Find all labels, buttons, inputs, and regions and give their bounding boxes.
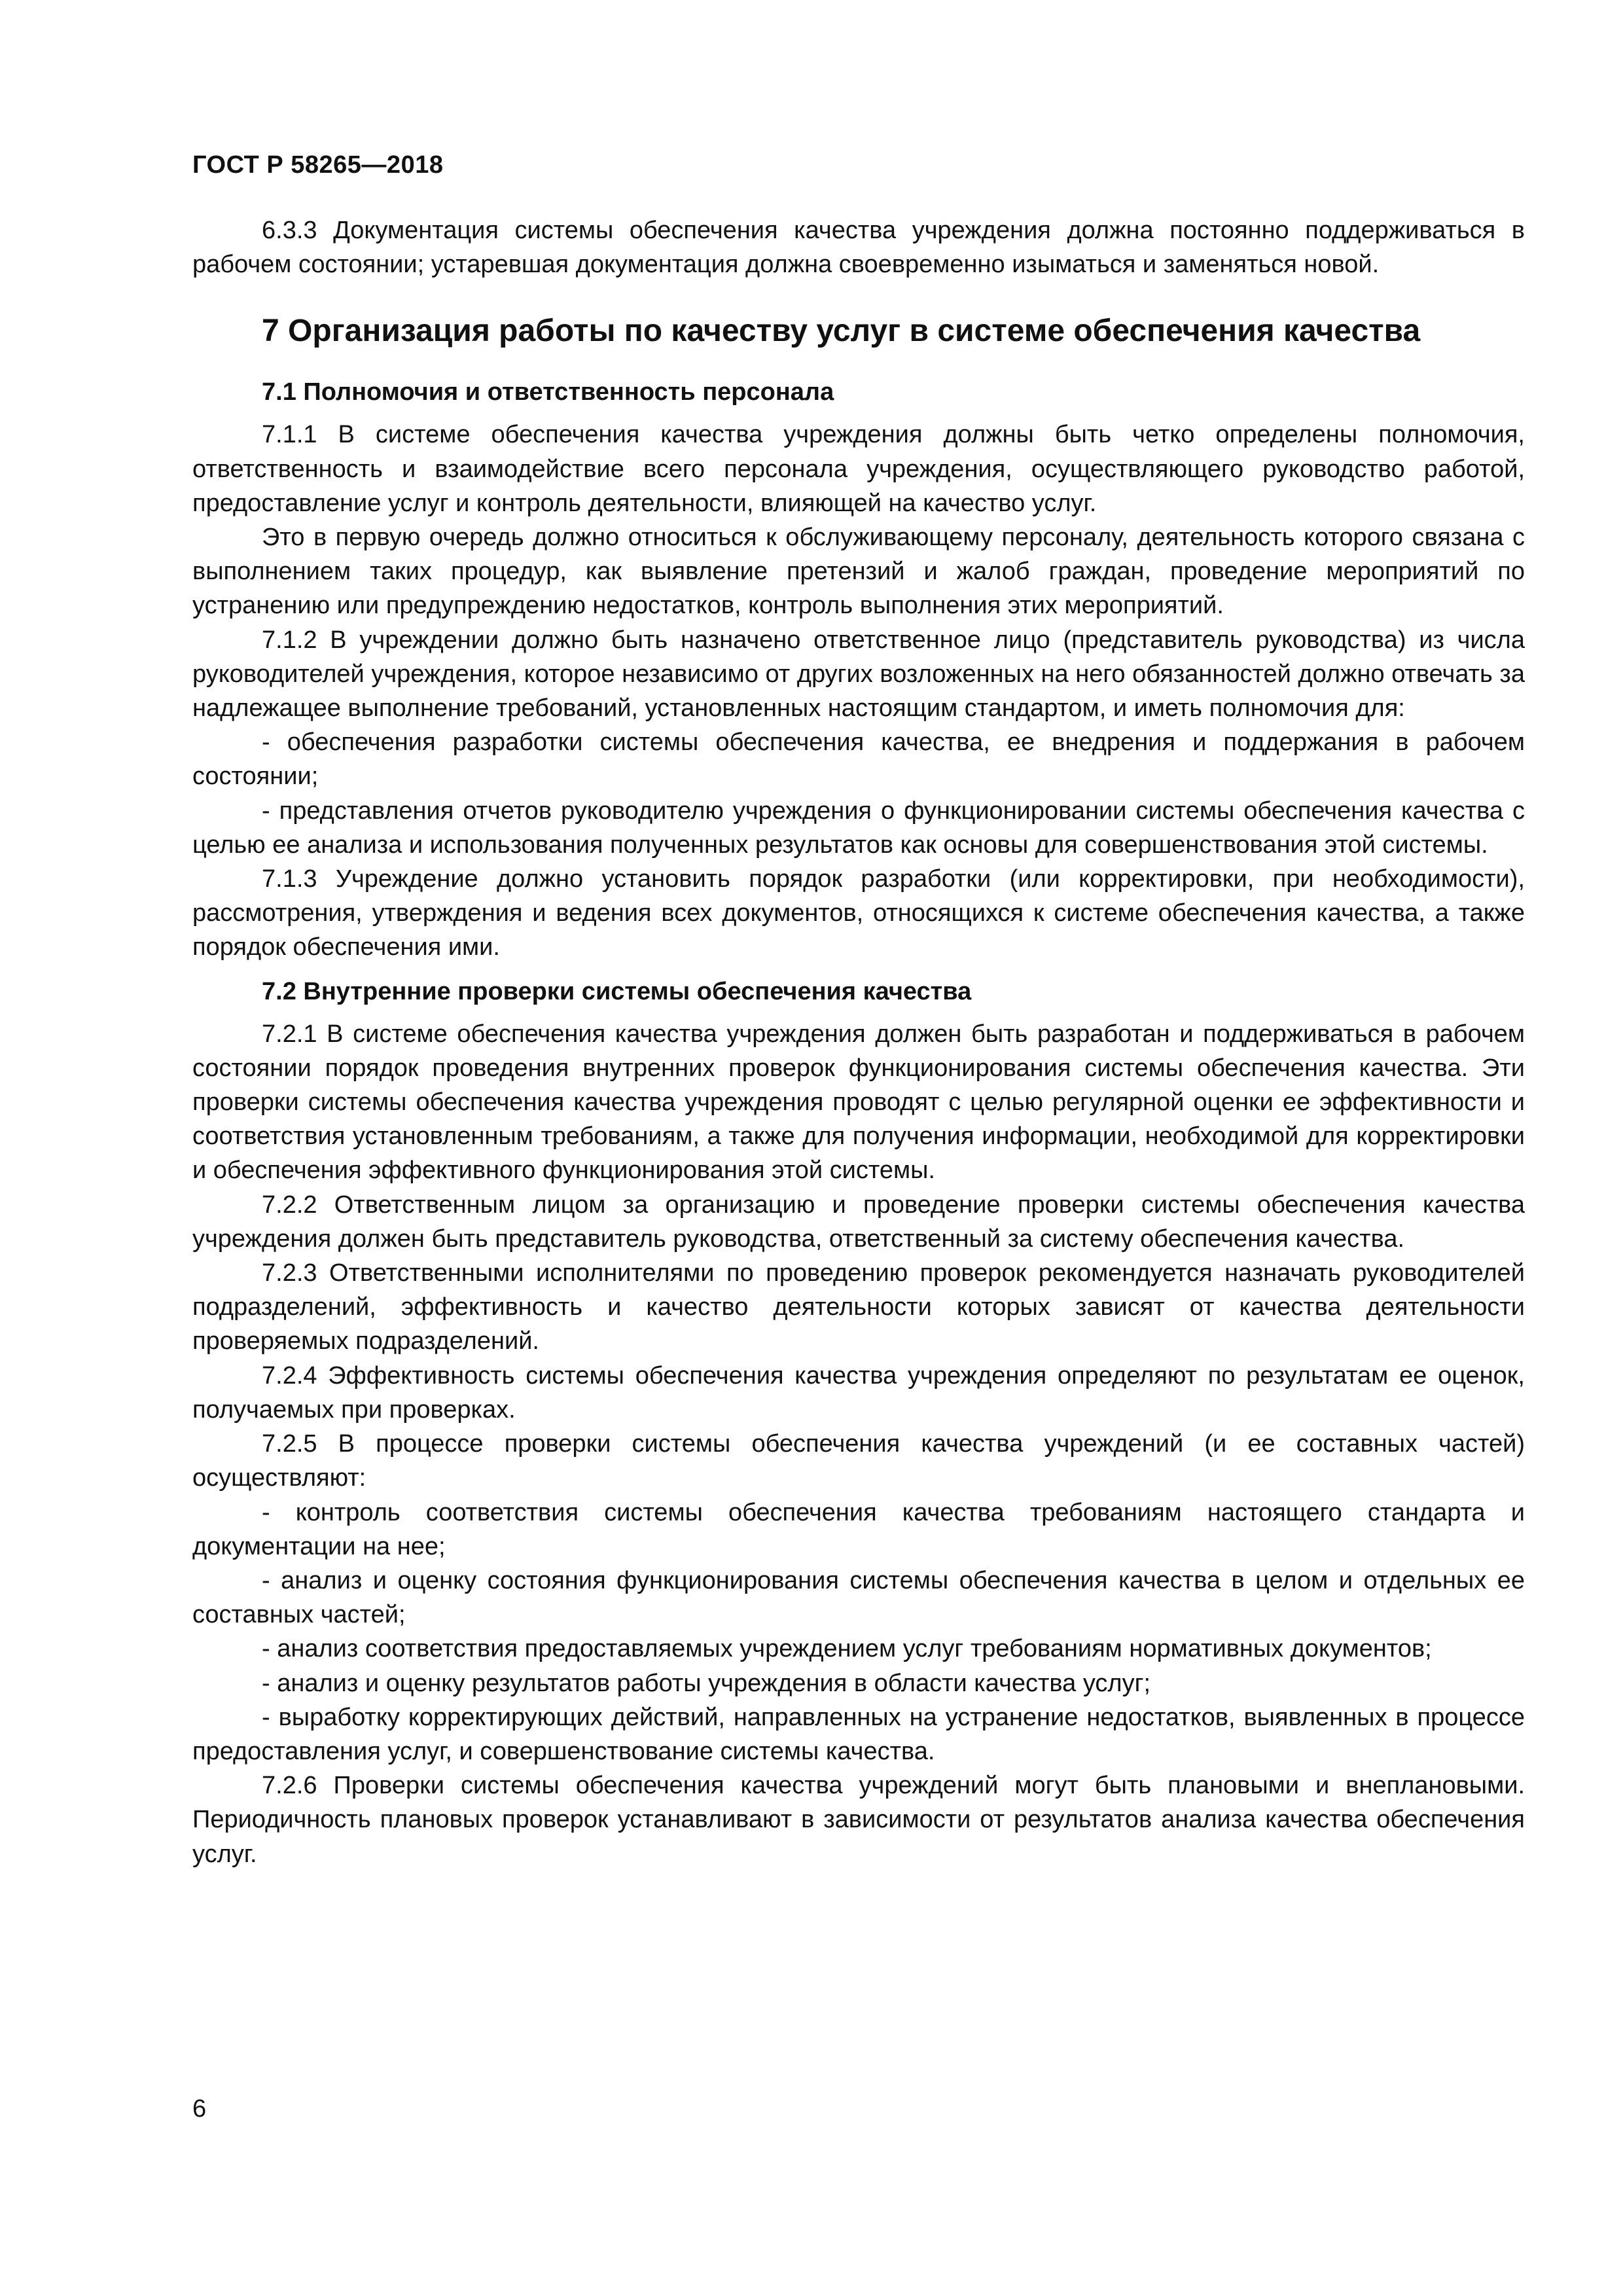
- document-code-header: ГОСТ Р 58265—2018: [192, 151, 444, 179]
- list-item: - обеспечения разработки системы обеспечения качества, ее внедрения и поддержания в рабочем состоянии;: [192, 728, 1525, 791]
- list-item: - анализ и оценку состояния функционирования системы обеспечения качества в целом и отдельных ее составных частей;: [192, 1566, 1525, 1629]
- subsection-7-2-title: 7.2 Внутренние проверки системы обеспечения качества: [262, 977, 972, 1005]
- paragraph-7-1-1: 7.1.1 В системе обеспечения качества учреждения должны быть четко определены полномочия, ответственность и взаимодействие всего персонала учреждения, осуществляющего руководство работой, предоставление услуг и контроль деятельности, влияющей на качество услуг.: [192, 421, 1525, 517]
- subsection-7-1-title: 7.1 Полномочия и ответственность персонала: [262, 378, 834, 406]
- paragraph-7-1-1-continued: Это в первую очередь должно относиться к обслуживающему персоналу, деятельность которого связана с выполнением таких процедур, как выявление претензий и жалоб граждан, проведение мероприятий по устранению или предупреждению недостатков, контроль выполнения этих мероприятий.: [192, 524, 1525, 620]
- paragraph-7-1-2: 7.1.2 В учреждении должно быть назначено ответственное лицо (представитель руководства) из числа руководителей учреждения, которое независимо от других возложенных на него обязанностей должно отвечать за надлежащее выполнение требований, установленных настоящим стандартом, и иметь полномочия для:: [192, 626, 1525, 723]
- paragraph-7-2-4: 7.2.4 Эффективность системы обеспечения качества учреждения определяют по результатам ее оценок, получаемых при проверках.: [192, 1361, 1525, 1424]
- paragraph-7-2-3: 7.2.3 Ответственными исполнителями по проведению проверок рекомендуется назначать руководителей подразделений, эффективность и качество деятельности которых зависят от качества деятельности проверяемых подразделений.: [192, 1259, 1525, 1355]
- paragraph-7-2-5: 7.2.5 В процессе проверки системы обеспечения качества учреждений (и ее составных частей) осуществляют:: [192, 1430, 1525, 1492]
- paragraph-6-3-3: 6.3.3 Документация системы обеспечения качества учреждения должна постоянно поддерживаться в рабочем состоянии; устаревшая документация должна своевременно изыматься и заменяться новой.: [192, 217, 1525, 279]
- section-7-title: 7 Организация работы по качеству услуг в системе обеспечения качества: [262, 314, 1421, 349]
- list-item: - представления отчетов руководителю учреждения о функционировании системы обеспечения качества с целью ее анализа и использования полученных результатов как основы для совершенствования этой системы.: [192, 797, 1525, 859]
- paragraph-7-2-6: 7.2.6 Проверки системы обеспечения качества учреждений могут быть плановыми и внеплановыми. Периодичность плановых проверок устанавливают в зависимости от результатов анализа качества обеспечения услуг.: [192, 1772, 1525, 1868]
- list-item: - выработку корректирующих действий, направленных на устранение недостатков, выявленных в процессе предоставления услуг, и совершенствование системы качества.: [192, 1703, 1525, 1765]
- list-item: - анализ соответствия предоставляемых учреждением услуг требованиям нормативных документов;: [262, 1635, 1432, 1663]
- page-number: 6: [192, 2095, 207, 2123]
- list-item: - анализ и оценку результатов работы учреждения в области качества услуг;: [262, 1669, 1151, 1697]
- paragraph-7-2-2: 7.2.2 Ответственным лицом за организацию и проведение проверки системы обеспечения качества учреждения должен быть представитель руководства, ответственный за систему обеспечения качества.: [192, 1191, 1525, 1253]
- list-item: - контроль соответствия системы обеспечения качества требованиям настоящего стандарта и документации на нее;: [192, 1498, 1525, 1560]
- document-page: [192, 149, 1525, 1871]
- paragraph-7-1-3: 7.1.3 Учреждение должно установить порядок разработки (или корректировки, при необходимости), рассмотрения, утверждения и ведения всех документов, относящихся к системе обеспечения качества, а также порядок обеспечения ими.: [192, 865, 1525, 961]
- paragraph-7-2-1: 7.2.1 В системе обеспечения качества учреждения должен быть разработан и поддерживаться в рабочем состоянии порядок проведения внутренних проверок функционирования системы обеспечения качества. Эти проверки системы обеспечения качества учреждения проводят с целью регулярной оценки ее эффективности и соответствия установленным требованиям, а также для получения информации, необходимой для корректировки и обеспечения эффективного функционирования этой системы.: [192, 1020, 1525, 1185]
